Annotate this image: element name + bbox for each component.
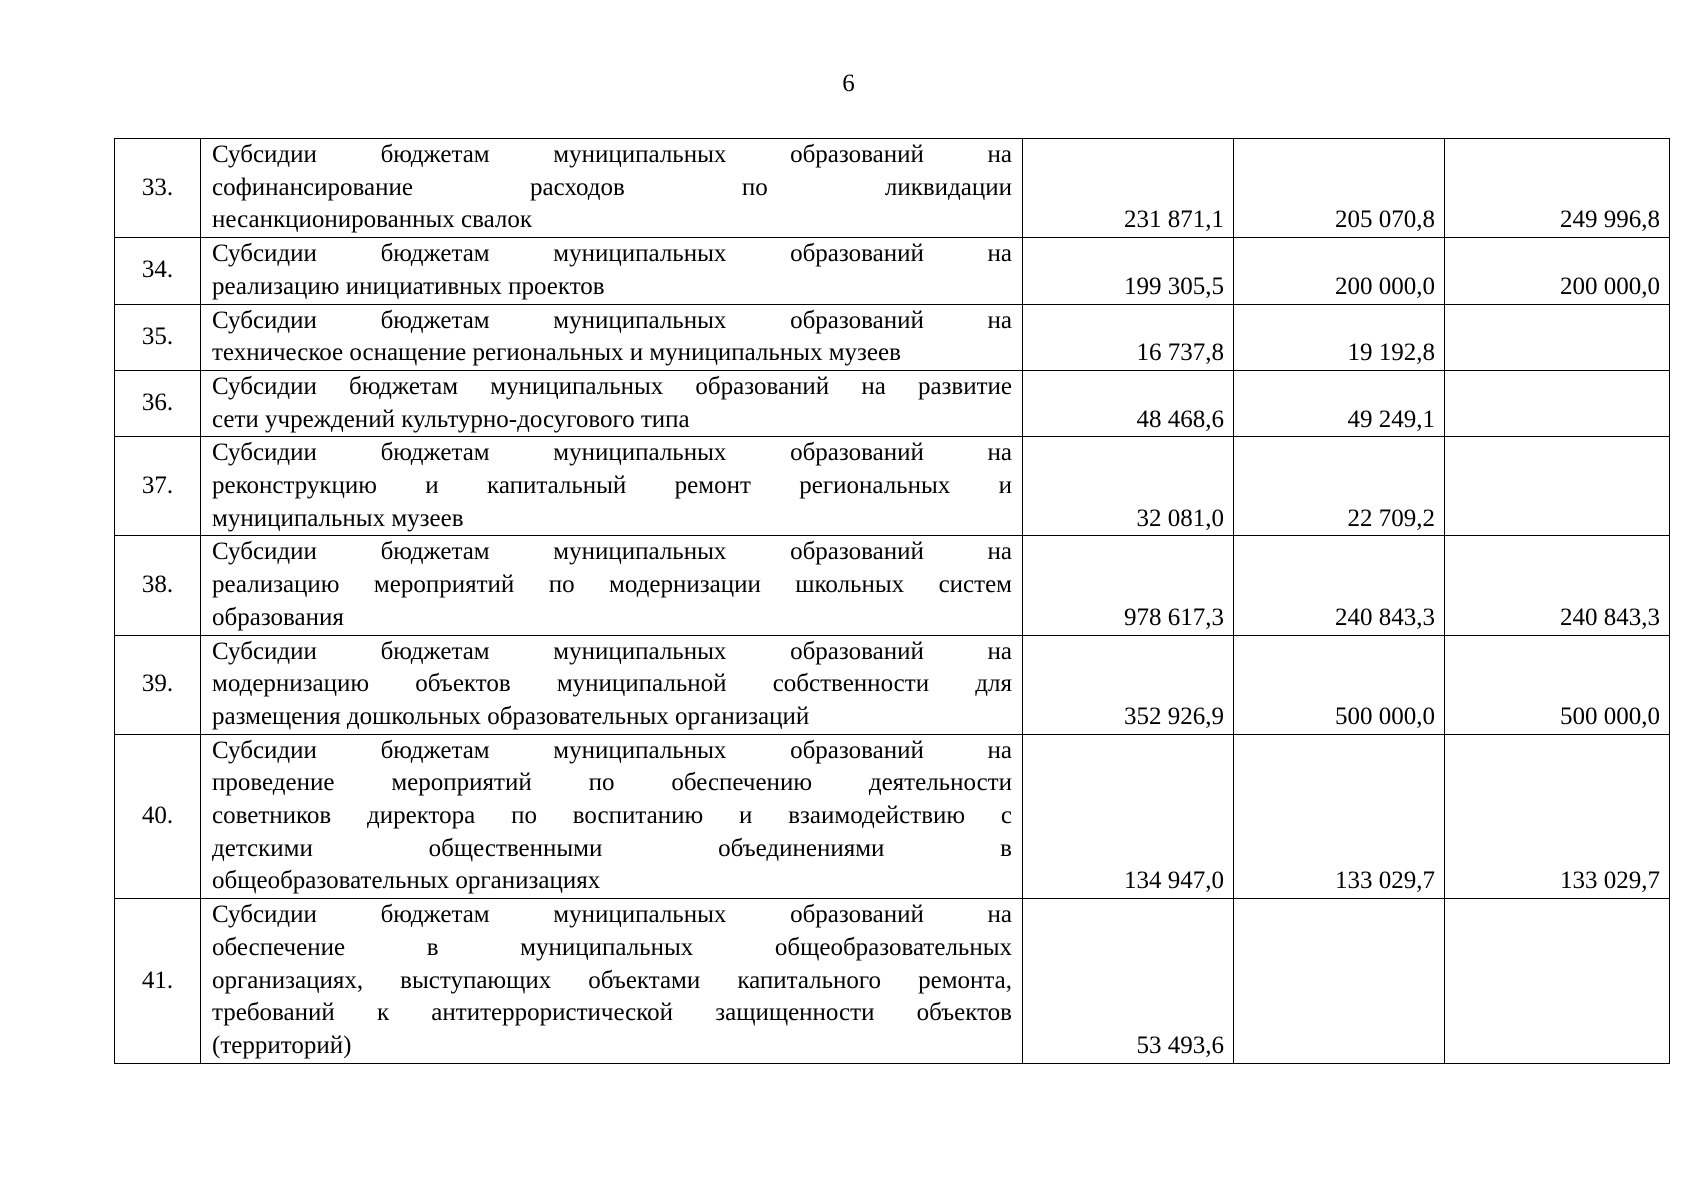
row-description bbox=[201, 899, 1023, 1064]
row-value-v3: 200 000,0 bbox=[1445, 238, 1670, 304]
row-number: 34. bbox=[115, 238, 201, 304]
description-line: общеобразовательных организациях bbox=[212, 867, 601, 895]
row-number: 40. bbox=[115, 734, 201, 899]
row-value-v1: 16 737,8 bbox=[1023, 304, 1234, 370]
description-line: софинансирование расходов по ликвидации bbox=[212, 173, 1012, 201]
row-value-v1: 32 081,0 bbox=[1023, 437, 1234, 536]
row-description bbox=[201, 304, 1023, 370]
row-description bbox=[201, 734, 1023, 899]
description-line: Субсидии бюджетам муниципальных образований на развитие bbox=[212, 372, 1012, 400]
row-value-v1: 978 617,3 bbox=[1023, 536, 1234, 635]
row-description bbox=[201, 437, 1023, 536]
row-value-v1: 134 947,0 bbox=[1023, 734, 1234, 899]
description-line: организациях, выступающих объектами капитального ремонта, bbox=[212, 966, 1012, 994]
row-number: 41. bbox=[115, 899, 201, 1064]
row-value-v3 bbox=[1445, 899, 1670, 1064]
description-line: проведение мероприятий по обеспечению деятельности bbox=[212, 769, 1012, 797]
description-line: техническое оснащение региональных и муниципальных музеев bbox=[212, 339, 901, 367]
table-body bbox=[115, 139, 1670, 1064]
table-row bbox=[115, 536, 1670, 635]
row-number: 37. bbox=[115, 437, 201, 536]
description-line: образования bbox=[212, 603, 344, 631]
row-description bbox=[201, 536, 1023, 635]
row-number: 36. bbox=[115, 370, 201, 436]
page-number: 6 bbox=[842, 70, 855, 97]
subsidies-table bbox=[114, 138, 1670, 1064]
row-value-v3: 249 996,8 bbox=[1445, 139, 1670, 238]
row-value-v2: 133 029,7 bbox=[1234, 734, 1445, 899]
row-value-v2 bbox=[1234, 899, 1445, 1064]
description-line: обеспечение в муниципальных общеобразовательных bbox=[212, 933, 1012, 961]
row-number: 35. bbox=[115, 304, 201, 370]
row-value-v2: 200 000,0 bbox=[1234, 238, 1445, 304]
description-line: детскими общественными объединениями в bbox=[212, 834, 1012, 862]
table-row bbox=[115, 899, 1670, 1064]
description-line: модернизацию объектов муниципальной собственности для bbox=[212, 670, 1012, 698]
row-value-v3 bbox=[1445, 437, 1670, 536]
row-value-v1: 352 926,9 bbox=[1023, 635, 1234, 734]
row-value-v3: 500 000,0 bbox=[1445, 635, 1670, 734]
row-value-v3: 240 843,3 bbox=[1445, 536, 1670, 635]
description-line: Субсидии бюджетам муниципальных образований на bbox=[212, 141, 1012, 168]
description-line: Субсидии бюджетам муниципальных образований на bbox=[212, 637, 1012, 665]
row-value-v1: 199 305,5 bbox=[1023, 238, 1234, 304]
description-line: Субсидии бюджетам муниципальных образований на bbox=[212, 538, 1012, 566]
row-value-v3 bbox=[1445, 370, 1670, 436]
description-line: Субсидии бюджетам муниципальных образований на bbox=[212, 439, 1012, 467]
description-line: сети учреждений культурно-досугового типа bbox=[212, 405, 690, 433]
description-line: Субсидии бюджетам муниципальных образований на bbox=[212, 240, 1012, 268]
row-value-v3: 133 029,7 bbox=[1445, 734, 1670, 899]
table-row bbox=[115, 238, 1670, 304]
description-line: Субсидии бюджетам муниципальных образований на bbox=[212, 306, 1012, 334]
row-value-v1: 231 871,1 bbox=[1023, 139, 1234, 238]
description-line: несанкционированных свалок bbox=[212, 206, 533, 234]
row-number: 39. bbox=[115, 635, 201, 734]
table-row bbox=[115, 437, 1670, 536]
row-value-v2: 500 000,0 bbox=[1234, 635, 1445, 734]
row-number: 38. bbox=[115, 536, 201, 635]
row-description bbox=[201, 139, 1023, 238]
row-value-v2: 22 709,2 bbox=[1234, 437, 1445, 536]
description-line: муниципальных музеев bbox=[212, 504, 464, 532]
row-description bbox=[201, 370, 1023, 436]
description-line: советников директора по воспитанию и взаимодействию с bbox=[212, 802, 1012, 830]
table-row bbox=[115, 734, 1670, 899]
row-value-v2: 19 192,8 bbox=[1234, 304, 1445, 370]
table-row bbox=[115, 139, 1670, 238]
row-value-v2: 49 249,1 bbox=[1234, 370, 1445, 436]
description-line: Субсидии бюджетам муниципальных образований на bbox=[212, 736, 1012, 764]
description-line: реализацию мероприятий по модернизации школьных систем bbox=[212, 571, 1012, 599]
row-description bbox=[201, 635, 1023, 734]
row-value-v1: 48 468,6 bbox=[1023, 370, 1234, 436]
table-row bbox=[115, 370, 1670, 436]
description-line: (территорий) bbox=[212, 1031, 352, 1059]
row-number: 33. bbox=[115, 139, 201, 238]
row-value-v2: 240 843,3 bbox=[1234, 536, 1445, 635]
row-value-v2: 205 070,8 bbox=[1234, 139, 1445, 238]
table-row bbox=[115, 635, 1670, 734]
table-row bbox=[115, 304, 1670, 370]
description-line: размещения дошкольных образовательных организаций bbox=[212, 702, 810, 730]
description-line: реконструкцию и капитальный ремонт региональных и bbox=[212, 472, 1012, 500]
row-value-v1: 53 493,6 bbox=[1023, 899, 1234, 1064]
description-line: требований к антитеррористической защищенности объектов bbox=[212, 999, 1012, 1027]
row-description bbox=[201, 238, 1023, 304]
row-value-v3 bbox=[1445, 304, 1670, 370]
description-line: реализацию инициативных проектов bbox=[212, 272, 605, 300]
description-line: Субсидии бюджетам муниципальных образований на bbox=[212, 901, 1012, 929]
